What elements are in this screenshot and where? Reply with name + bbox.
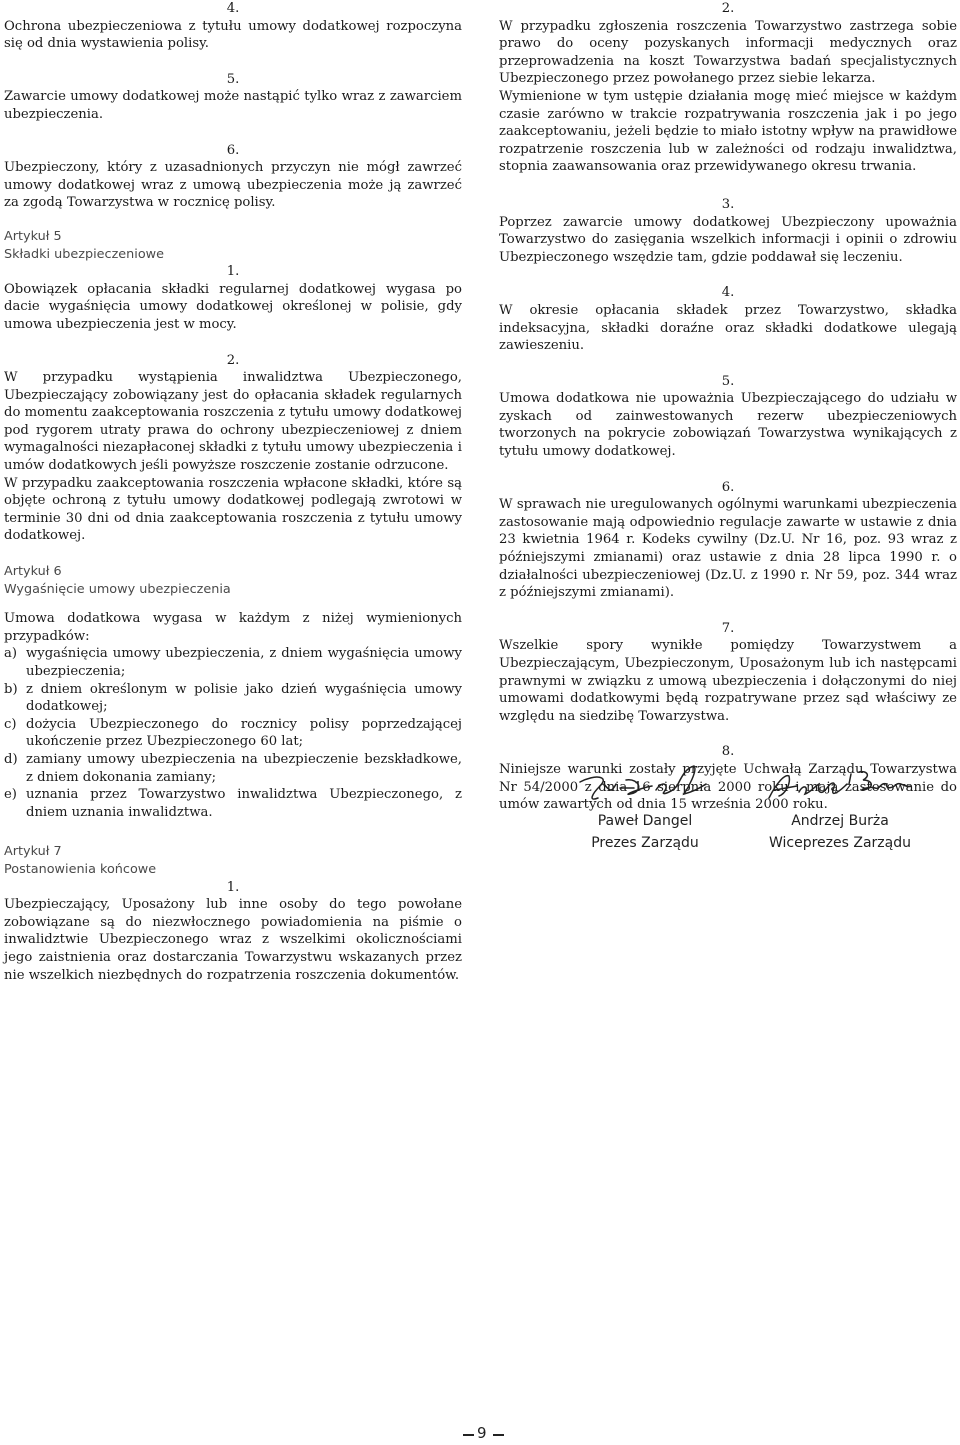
list-marker: e) (4, 787, 17, 803)
list-item (4, 681, 462, 716)
paragraph: W okresie opłacania składek przez Towarzystwo, składka indeksacyjna, składki doraźne oraz składki dodatkowe ulegają zawieszeniu. (499, 302, 957, 354)
section-number: 2. (226, 352, 240, 368)
section-number: 2. (721, 1, 735, 16)
signature-block (560, 762, 730, 854)
article-subheading: Wygaśnięcie umowy ubezpieczenia (4, 581, 231, 597)
paragraph: Obowiązek opłacania składki regularnej dodatkowej wygasa po dacie wygaśnięcia umowy dodatkowej określonej w polisie, gdy umowa ubezpieczenia jest w mocy. (4, 281, 462, 332)
section-number: 1. (226, 264, 240, 280)
signatory-role: Prezes Zarządu (591, 835, 699, 851)
article-heading: Artykuł 5 (4, 228, 62, 244)
section-number: 3. (721, 196, 735, 212)
footer-dash (493, 1434, 504, 1436)
right-column (499, 0, 957, 814)
paragraph: W sprawach nie uregulowanych ogólnymi warunkami ubezpieczenia zastosowanie mają odpowiednio regulacje zawarte w ustawie z dnia 23 kwietnia 1964 r. Kodeks cywilny (Dz.U. Nr 16, poz. 93 wraz z późniejszymi zmianami) oraz ustawie z dnia 28 lipca 1990 r. o działalności ubezpieczeniowej (Dz.U. z 1990 r. Nr 59, poz. 344 wraz z późniejszymi zmianami). (499, 497, 957, 601)
list-item-text: z dniem określonym w polisie jako dzień wygaśnięcia umowy dodatkowej; (26, 681, 462, 715)
page-footer (463, 1425, 543, 1445)
handwritten-signature-icon (755, 762, 925, 810)
list-item (4, 786, 462, 821)
footer-dash (463, 1434, 474, 1436)
paragraph: Niniejsze warunki zostały przyjęte Uchwałą Zarządu Towarzystwa Nr 54/2000 z dnia 16 sierpnia 2000 roku i mają zastosowanie do umów zawartych od dnia 15 września 2000 roku. (499, 761, 957, 813)
handwritten-signature-icon (570, 762, 720, 810)
list-item (4, 645, 462, 680)
signatory-name: Paweł Dangel (597, 813, 693, 829)
paragraph: W przypadku zaakceptowania roszczenia wpłacone składki, które są objęte ochroną z tytułu umowy dodatkowej podlegają zwrotowi w terminie 30 dni od dnia zaakceptowania roszczenia z tytułu umowy dodatkowej. (4, 475, 462, 544)
section-number: 6. (721, 479, 735, 495)
section-number: 5. (721, 373, 735, 389)
expiry-conditions-list (4, 645, 462, 821)
article-heading: Artykuł 7 (4, 844, 62, 860)
paragraph: Umowa dodatkowa wygasa w każdym z niżej wymienionych przypadków: (4, 611, 462, 644)
list-marker: d) (4, 751, 18, 767)
paragraph: Ubezpieczony, który z uzasadnionych przyczyn nie mógł zawrzeć umowy dodatkowej wraz z umową ubezpieczenia może ją zawrzeć za zgodą Towarzystwa w rocznicę polisy. (4, 160, 462, 211)
section-number: 6. (226, 142, 240, 158)
paragraph: Poprzez zawarcie umowy dodatkowej Ubezpieczony upoważnia Towarzystwo do zasięgania wszelkich informacji i opinii o zdrowiu Ubezpieczonego wszędzie tam, gdzie poddawał się leczeniu. (499, 214, 957, 265)
signatory-name: Andrzej Burża (791, 813, 889, 829)
list-item (4, 716, 462, 751)
article-heading: Artykuł 6 (4, 564, 62, 580)
section-number: 4. (226, 1, 240, 16)
paragraph: Ochrona ubezpieczeniowa z tytułu umowy dodatkowej rozpoczyna się od dnia wystawienia polisy. (4, 18, 462, 52)
list-marker: b) (4, 681, 18, 697)
list-item (4, 751, 462, 786)
paragraph: W przypadku wystąpienia inwalidztwa Ubezpieczonego, Ubezpieczający zobowiązany jest do opłacania składek regularnych do momentu zaakceptowania roszczenia z tytułu umowy dodatkowej pod rygorem utraty prawa do ochrony ubezpieczeniowej z dniem wymagalności niezapłaconej składki z tytułu umowy ubezpieczenia i umów dodatkowych jeśli powyższe roszczenie zostanie odrzucone. (4, 370, 462, 474)
list-item-text: wygaśnięcia umowy ubezpieczenia, z dniem wygaśnięcia umowy ubezpieczenia; (26, 646, 462, 679)
paragraph: Zawarcie umowy dodatkowej może nastąpić tylko wraz z zawarciem ubezpieczenia. (4, 89, 462, 122)
paragraph: Wymienione w tym ustępie działania mogę mieć miejsce w każdym czasie zarówno w trakcie rozpatrywania roszczenia jak i po jego zaakceptowaniu, jeżeli będzie to miało istotny wpływ na prawidłowe rozpatrzenie roszczenia lub w zależności od rodzaju inwalidztwa, stopnia zaawansowania oraz przewidywanego okresu trwania. (499, 88, 957, 175)
list-marker: c) (4, 716, 17, 732)
signatures (560, 762, 940, 877)
article-subheading: Składki ubezpieczeniowe (4, 246, 165, 262)
paragraph: Wszelkie spory wynikłe pomiędzy Towarzystwem a Ubezpieczającym, Ubezpieczonym, Uposażonym lub ich następcami prawnymi w związku z umową ubezpieczenia i dołączonymi do niej umowami dodatkowymi będą rozpatrywane przez sąd właściwy ze względu na siedzibę Towarzystwa. (499, 638, 957, 724)
article-subheading: Postanowienia końcowe (4, 861, 157, 877)
section-number: 8. (721, 744, 735, 760)
signature-block (740, 762, 940, 854)
section-number: 4. (721, 285, 735, 301)
paragraph: W przypadku zgłoszenia roszczenia Towarzystwo zastrzega sobie prawo do oceny pozyskanych informacji medycznych oraz przeprowadzenia na koszt Towarzystwa badań specjalistycznych Ubezpieczonego przez powołanego przez siebie lekarza. (499, 18, 957, 87)
paragraph: Ubezpieczający, Uposażony lub inne osoby do tego powołane zobowiązane są do niezwłocznego powiadomienia na piśmie o inwalidztwie Ubezpieczonego wraz z wszelkimi okolicznościami jego zaistnienia oraz dostarczania Towarzystwu wskazanych przez nie wszelkich niezbędnych do rozpatrzenia roszczenia dokumentów. (4, 897, 462, 983)
list-marker: a) (4, 646, 18, 662)
list-item-text: uznania przez Towarzystwo inwalidztwa Ubezpieczonego, z dniem uznania inwalidztwa. (26, 787, 462, 820)
section-number: 1. (226, 879, 240, 895)
page-number: 9 (477, 1424, 487, 1442)
left-column (4, 0, 462, 984)
paragraph: Umowa dodatkowa nie upoważnia Ubezpieczającego do udziału w zyskach od zainwestowanych rezerw ubezpieczeniowych tworzonych na pokrycie zobowiązań Towarzystwa wynikających z tytułu umowy dodatkowej. (499, 391, 957, 460)
list-item-text: zamiany umowy ubezpieczenia na ubezpieczenie bezskładkowe, z dniem dokonania zamiany; (26, 751, 462, 785)
list-item-text: dożycia Ubezpieczonego do rocznicy polisy poprzedzającej ukończenie przez Ubezpieczonego 60 lat; (26, 716, 462, 750)
section-number: 7. (721, 620, 735, 636)
signatory-role: Wiceprezes Zarządu (768, 835, 911, 851)
section-number: 5. (226, 71, 240, 87)
